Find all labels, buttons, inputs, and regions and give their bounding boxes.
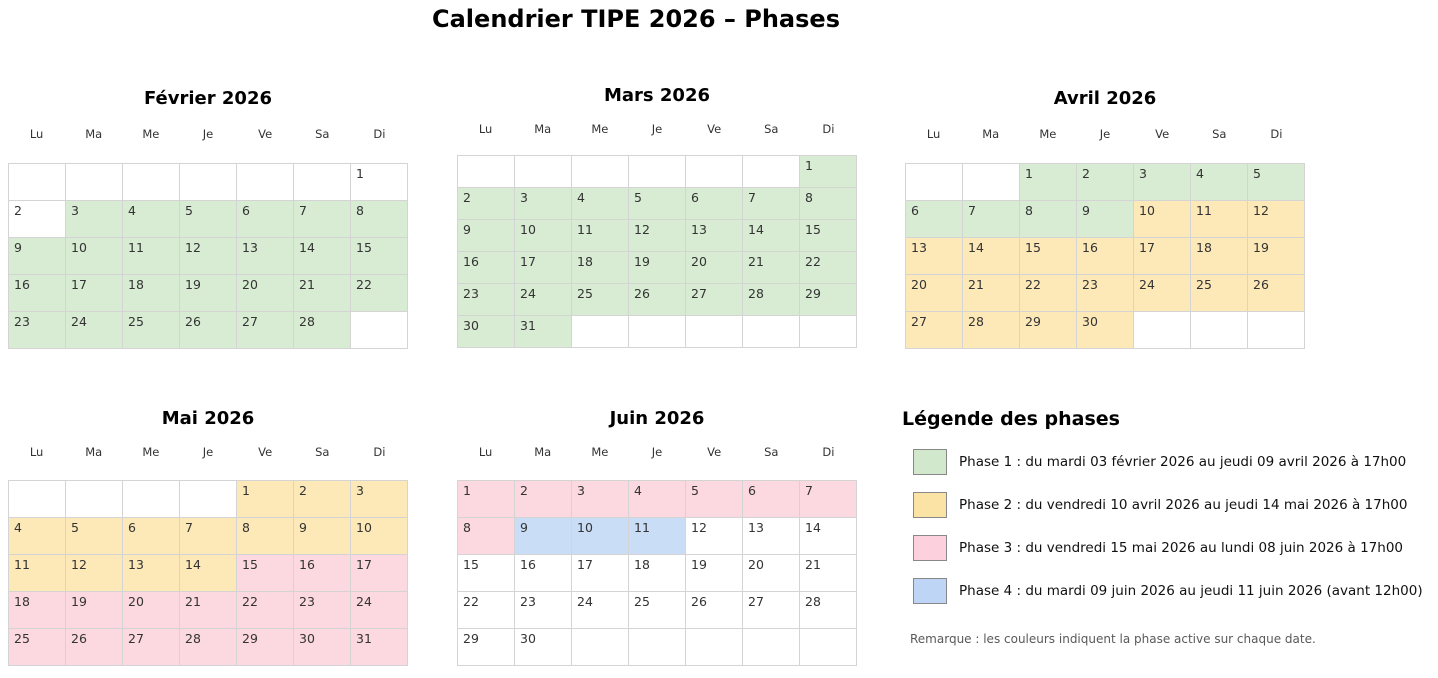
day-cell: 25	[572, 284, 629, 316]
day-cell: 28	[743, 284, 800, 316]
empty-cell	[1191, 312, 1248, 349]
day-cell: 4	[123, 201, 180, 238]
weekday-label: Ma	[982, 127, 1000, 141]
empty-cell	[963, 164, 1020, 201]
weekday-label: Je	[202, 127, 214, 141]
day-cell: 21	[294, 275, 351, 312]
weekday-header	[457, 445, 857, 459]
day-cell: 7	[963, 201, 1020, 238]
day-cell: 7	[294, 201, 351, 238]
weekday-label: Di	[1270, 127, 1283, 141]
day-cell: 29	[1020, 312, 1077, 349]
weekday-label: Ve	[1155, 127, 1170, 141]
weekday-label: Sa	[764, 445, 779, 459]
empty-cell	[906, 164, 963, 201]
day-cell: 25	[629, 592, 686, 629]
day-cell: 25	[9, 629, 66, 666]
day-cell: 13	[906, 238, 963, 275]
empty-cell	[9, 481, 66, 518]
day-cell: 19	[66, 592, 123, 629]
empty-cell	[123, 164, 180, 201]
empty-cell	[294, 164, 351, 201]
weekday-label: Di	[373, 127, 386, 141]
day-cell: 22	[800, 252, 857, 284]
day-cell: 8	[237, 518, 294, 555]
day-cell: 15	[237, 555, 294, 592]
empty-cell	[351, 312, 408, 349]
day-cell: 19	[629, 252, 686, 284]
day-cell: 13	[686, 220, 743, 252]
day-cell: 3	[515, 188, 572, 220]
weekday-header	[905, 127, 1305, 141]
empty-cell	[572, 316, 629, 348]
day-cell: 23	[1077, 275, 1134, 312]
empty-cell	[743, 156, 800, 188]
day-cell: 14	[294, 238, 351, 275]
day-cell: 5	[629, 188, 686, 220]
day-cell: 19	[180, 275, 237, 312]
month-title: Février 2026	[143, 88, 272, 109]
day-cell: 28	[963, 312, 1020, 349]
month-title: Mai 2026	[161, 408, 255, 429]
day-cell: 14	[180, 555, 237, 592]
legend-item-label: Phase 4 : du mardi 09 juin 2026 au jeudi 11 juin 2026 (avant 12h00)	[959, 583, 1423, 599]
day-cell: 5	[66, 518, 123, 555]
day-cell: 1	[458, 481, 515, 518]
month-grid	[8, 163, 408, 349]
empty-cell	[800, 316, 857, 348]
empty-cell	[686, 316, 743, 348]
weekday-label: Me	[591, 445, 609, 459]
day-cell: 24	[572, 592, 629, 629]
day-cell: 20	[123, 592, 180, 629]
day-cell: 8	[800, 188, 857, 220]
day-cell: 5	[686, 481, 743, 518]
weekday-label: Me	[591, 122, 609, 136]
weekday-label: Ma	[85, 127, 103, 141]
day-cell: 14	[963, 238, 1020, 275]
day-cell: 23	[458, 284, 515, 316]
empty-cell	[629, 629, 686, 666]
day-cell: 14	[800, 518, 857, 555]
day-cell: 21	[963, 275, 1020, 312]
day-cell: 6	[123, 518, 180, 555]
day-cell: 12	[66, 555, 123, 592]
day-cell: 22	[237, 592, 294, 629]
day-cell: 2	[515, 481, 572, 518]
day-cell: 12	[180, 238, 237, 275]
day-cell: 12	[629, 220, 686, 252]
empty-cell	[629, 156, 686, 188]
month-calendar-avril	[905, 86, 1305, 349]
day-cell: 23	[294, 592, 351, 629]
day-cell: 4	[9, 518, 66, 555]
day-cell: 3	[572, 481, 629, 518]
day-cell: 22	[1020, 275, 1077, 312]
weekday-label: Lu	[29, 445, 44, 459]
weekday-label: Di	[373, 445, 386, 459]
day-cell: 11	[629, 518, 686, 555]
day-cell: 11	[1191, 201, 1248, 238]
day-cell: 6	[237, 201, 294, 238]
empty-cell	[629, 316, 686, 348]
month-calendar-mai	[8, 406, 408, 666]
day-cell: 5	[1248, 164, 1305, 201]
empty-cell	[123, 481, 180, 518]
day-cell: 21	[743, 252, 800, 284]
phase4-color-swatch	[913, 578, 947, 604]
day-cell: 15	[800, 220, 857, 252]
empty-cell	[686, 156, 743, 188]
empty-cell	[458, 156, 515, 188]
day-cell: 24	[1134, 275, 1191, 312]
day-cell: 9	[294, 518, 351, 555]
legend-panel	[902, 406, 1438, 646]
day-cell: 14	[743, 220, 800, 252]
day-cell: 26	[686, 592, 743, 629]
day-cell: 6	[686, 188, 743, 220]
legend-item-phase1	[913, 449, 1438, 475]
day-cell: 10	[572, 518, 629, 555]
weekday-label: Sa	[315, 127, 330, 141]
day-cell: 19	[1248, 238, 1305, 275]
day-cell: 16	[1077, 238, 1134, 275]
weekday-header	[8, 445, 408, 459]
phase2-color-swatch	[913, 492, 947, 518]
day-cell: 28	[180, 629, 237, 666]
weekday-label: Ve	[707, 122, 722, 136]
day-cell: 20	[906, 275, 963, 312]
day-cell: 18	[1191, 238, 1248, 275]
weekday-label: Je	[651, 122, 663, 136]
month-grid	[457, 155, 857, 348]
empty-cell	[515, 156, 572, 188]
weekday-label: Di	[822, 445, 835, 459]
day-cell: 20	[237, 275, 294, 312]
legend-item-phase4	[913, 578, 1438, 604]
day-cell: 8	[351, 201, 408, 238]
day-cell: 1	[351, 164, 408, 201]
day-cell: 10	[515, 220, 572, 252]
day-cell: 6	[743, 481, 800, 518]
phase1-color-swatch	[913, 449, 947, 475]
day-cell: 31	[351, 629, 408, 666]
legend-item-phase3	[913, 535, 1438, 561]
day-cell: 30	[1077, 312, 1134, 349]
day-cell: 1	[1020, 164, 1077, 201]
empty-cell	[743, 629, 800, 666]
day-cell: 20	[743, 555, 800, 592]
month-calendar-juin	[457, 406, 857, 666]
day-cell: 9	[1077, 201, 1134, 238]
day-cell: 2	[9, 201, 66, 238]
day-cell: 4	[629, 481, 686, 518]
day-cell: 27	[906, 312, 963, 349]
weekday-label: Sa	[315, 445, 330, 459]
day-cell: 26	[180, 312, 237, 349]
day-cell: 19	[686, 555, 743, 592]
day-cell: 5	[180, 201, 237, 238]
day-cell: 3	[1134, 164, 1191, 201]
weekday-label: Ma	[534, 445, 552, 459]
day-cell: 29	[800, 284, 857, 316]
empty-cell	[180, 481, 237, 518]
day-cell: 30	[515, 629, 572, 666]
day-cell: 15	[458, 555, 515, 592]
weekday-label: Lu	[29, 127, 44, 141]
month-grid	[8, 480, 408, 666]
day-cell: 11	[9, 555, 66, 592]
day-cell: 30	[458, 316, 515, 348]
weekday-label: Ve	[258, 127, 273, 141]
day-cell: 29	[458, 629, 515, 666]
month-title: Juin 2026	[609, 408, 705, 429]
empty-cell	[66, 164, 123, 201]
day-cell: 9	[458, 220, 515, 252]
day-cell: 7	[800, 481, 857, 518]
weekday-label: Lu	[926, 127, 941, 141]
day-cell: 18	[629, 555, 686, 592]
weekday-label: Ma	[85, 445, 103, 459]
day-cell: 18	[9, 592, 66, 629]
weekday-label: Je	[202, 445, 214, 459]
day-cell: 10	[66, 238, 123, 275]
day-cell: 9	[9, 238, 66, 275]
day-cell: 8	[1020, 201, 1077, 238]
day-cell: 17	[66, 275, 123, 312]
weekday-label: Sa	[1212, 127, 1227, 141]
month-calendar-mars	[457, 83, 857, 348]
legend-item-label: Phase 3 : du vendredi 15 mai 2026 au lundi 08 juin 2026 à 17h00	[959, 540, 1404, 556]
day-cell: 28	[294, 312, 351, 349]
weekday-label: Sa	[764, 122, 779, 136]
day-cell: 17	[515, 252, 572, 284]
day-cell: 24	[66, 312, 123, 349]
day-cell: 15	[351, 238, 408, 275]
day-cell: 4	[572, 188, 629, 220]
day-cell: 23	[9, 312, 66, 349]
day-cell: 13	[237, 238, 294, 275]
empty-cell	[572, 629, 629, 666]
day-cell: 27	[686, 284, 743, 316]
weekday-label: Ma	[534, 122, 552, 136]
month-title: Mars 2026	[603, 85, 710, 106]
month-calendar-fevrier	[8, 86, 408, 349]
day-cell: 26	[1248, 275, 1305, 312]
day-cell: 22	[351, 275, 408, 312]
day-cell: 24	[515, 284, 572, 316]
empty-cell	[1134, 312, 1191, 349]
day-cell: 7	[180, 518, 237, 555]
weekday-label: Je	[1099, 127, 1111, 141]
legend-heading: Légende des phases	[902, 408, 1120, 430]
legend-item-phase2	[913, 492, 1438, 518]
weekday-label: Lu	[478, 122, 493, 136]
day-cell: 10	[1134, 201, 1191, 238]
phase3-color-swatch	[913, 535, 947, 561]
weekday-label: Di	[822, 122, 835, 136]
legend-item-label: Phase 2 : du vendredi 10 avril 2026 au jeudi 14 mai 2026 à 17h00	[959, 497, 1408, 513]
day-cell: 12	[1248, 201, 1305, 238]
weekday-label: Ve	[258, 445, 273, 459]
empty-cell	[180, 164, 237, 201]
day-cell: 3	[66, 201, 123, 238]
day-cell: 23	[515, 592, 572, 629]
day-cell: 30	[294, 629, 351, 666]
day-cell: 21	[180, 592, 237, 629]
day-cell: 13	[743, 518, 800, 555]
day-cell: 27	[743, 592, 800, 629]
day-cell: 2	[1077, 164, 1134, 201]
page-title: Calendrier TIPE 2026 – Phases	[432, 5, 840, 33]
weekday-label: Je	[651, 445, 663, 459]
day-cell: 31	[515, 316, 572, 348]
day-cell: 3	[351, 481, 408, 518]
weekday-label: Me	[1039, 127, 1057, 141]
empty-cell	[9, 164, 66, 201]
day-cell: 20	[686, 252, 743, 284]
weekday-label: Ve	[707, 445, 722, 459]
day-cell: 11	[123, 238, 180, 275]
day-cell: 12	[686, 518, 743, 555]
empty-cell	[572, 156, 629, 188]
day-cell: 27	[123, 629, 180, 666]
day-cell: 26	[629, 284, 686, 316]
day-cell: 16	[515, 555, 572, 592]
legend-item-label: Phase 1 : du mardi 03 février 2026 au jeudi 09 avril 2026 à 17h00	[959, 454, 1407, 470]
day-cell: 18	[123, 275, 180, 312]
day-cell: 1	[237, 481, 294, 518]
day-cell: 24	[351, 592, 408, 629]
day-cell: 22	[458, 592, 515, 629]
day-cell: 25	[123, 312, 180, 349]
day-cell: 29	[237, 629, 294, 666]
empty-cell	[66, 481, 123, 518]
day-cell: 13	[123, 555, 180, 592]
empty-cell	[1248, 312, 1305, 349]
day-cell: 17	[351, 555, 408, 592]
day-cell: 17	[572, 555, 629, 592]
day-cell: 2	[458, 188, 515, 220]
month-title: Avril 2026	[1053, 88, 1157, 109]
day-cell: 11	[572, 220, 629, 252]
day-cell: 25	[1191, 275, 1248, 312]
month-grid	[905, 163, 1305, 349]
day-cell: 27	[237, 312, 294, 349]
day-cell: 16	[294, 555, 351, 592]
weekday-label: Me	[142, 445, 160, 459]
day-cell: 26	[66, 629, 123, 666]
day-cell: 4	[1191, 164, 1248, 201]
day-cell: 8	[458, 518, 515, 555]
day-cell: 1	[800, 156, 857, 188]
day-cell: 28	[800, 592, 857, 629]
day-cell: 16	[9, 275, 66, 312]
day-cell: 10	[351, 518, 408, 555]
day-cell: 6	[906, 201, 963, 238]
day-cell: 17	[1134, 238, 1191, 275]
month-grid	[457, 480, 857, 666]
legend-note: Remarque : les couleurs indiquent la phase active sur chaque date.	[910, 632, 1316, 646]
day-cell: 7	[743, 188, 800, 220]
day-cell: 9	[515, 518, 572, 555]
empty-cell	[237, 164, 294, 201]
day-cell: 16	[458, 252, 515, 284]
weekday-label: Me	[142, 127, 160, 141]
day-cell: 21	[800, 555, 857, 592]
weekday-label: Lu	[478, 445, 493, 459]
empty-cell	[686, 629, 743, 666]
empty-cell	[743, 316, 800, 348]
day-cell: 18	[572, 252, 629, 284]
empty-cell	[800, 629, 857, 666]
weekday-header	[457, 122, 857, 136]
day-cell: 2	[294, 481, 351, 518]
weekday-header	[8, 127, 408, 141]
day-cell: 15	[1020, 238, 1077, 275]
